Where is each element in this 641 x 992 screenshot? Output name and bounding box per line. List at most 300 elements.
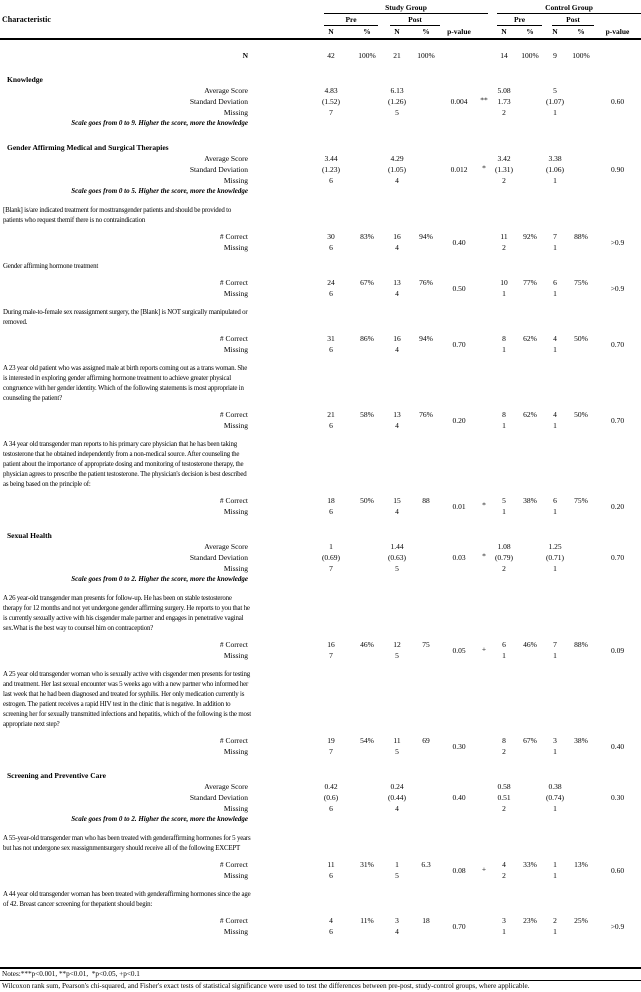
- value-cell: [568, 870, 594, 881]
- value-cell: 7: [553, 640, 557, 649]
- table-header: [0, 2, 641, 40]
- col-header-pvalue: p-value: [447, 27, 471, 36]
- pvalue-cell: [594, 107, 641, 118]
- sig-marker: **: [480, 95, 488, 105]
- value-cell: [568, 85, 594, 96]
- value-cell: 4: [395, 345, 399, 354]
- sig-marker: [478, 562, 490, 573]
- pvalue-cell: 0.70: [610, 339, 625, 349]
- value-cell: 88%: [574, 232, 588, 241]
- value-cell: 9: [553, 51, 557, 60]
- value-cell: [352, 506, 382, 517]
- value-cell: 6: [329, 871, 333, 880]
- value-cell: 3: [502, 916, 506, 925]
- value-cell: 11: [393, 736, 401, 745]
- pvalue-cell: 0.30: [452, 741, 466, 751]
- value-cell: (0.69): [321, 553, 341, 562]
- value-cell: [412, 164, 440, 175]
- prepost-header-row: [0, 14, 641, 26]
- pvalue-cell: [594, 781, 641, 792]
- value-cell: 4: [553, 410, 557, 419]
- value-cell: [568, 420, 594, 431]
- stats-row: [0, 552, 641, 563]
- value-cell: 6: [502, 640, 506, 649]
- value-cell: [352, 344, 382, 355]
- value-cell: 8: [502, 334, 506, 343]
- value-cell: 75%: [574, 496, 588, 505]
- value-cell: [352, 420, 382, 431]
- value-cell: 46%: [360, 640, 374, 649]
- value-cell: 1: [553, 651, 557, 660]
- value-cell: [518, 781, 542, 792]
- value-cell: [412, 563, 440, 574]
- scale-row: [0, 574, 641, 585]
- question-text: A 44 year old transgender woman has been treated with genderaffirming hormones since the age of 42. Breast cancer screening for thepatient should begin:: [3, 891, 251, 908]
- value-cell: (0.71): [545, 553, 565, 562]
- col-header-n: N: [394, 27, 400, 36]
- scale-note: Scale goes from 0 to 2. Higher the score, more the knowledge: [71, 815, 248, 823]
- value-cell: 18: [327, 496, 335, 505]
- question-stats: [0, 231, 641, 253]
- value-cell: (1.31): [494, 165, 514, 174]
- pvalue-cell: 0.03: [452, 553, 466, 562]
- value-cell: [568, 344, 594, 355]
- sig-marker: *: [482, 163, 486, 173]
- pvalue-cell: 0.40: [452, 793, 466, 802]
- value-cell: [352, 746, 382, 757]
- question-text: Gender affirming hormone treatment: [3, 263, 99, 270]
- value-cell: 4.83: [324, 86, 338, 95]
- row-label: # Correct: [219, 736, 248, 745]
- value-cell: [568, 563, 594, 574]
- value-cell: [568, 803, 594, 814]
- question-stats: [0, 735, 641, 757]
- value-cell: 4: [395, 243, 399, 252]
- value-cell: 21: [393, 51, 401, 60]
- value-cell: [568, 541, 594, 552]
- row-label: # Correct: [219, 278, 248, 287]
- scale-row: [0, 118, 641, 129]
- value-cell: (1.26): [387, 97, 407, 106]
- column-header-row: [0, 26, 641, 37]
- value-cell: 67%: [523, 736, 537, 745]
- value-cell: [352, 288, 382, 299]
- value-cell: 4: [395, 289, 399, 298]
- value-cell: 6.3: [421, 860, 431, 869]
- control-pre-header: Pre: [497, 14, 542, 26]
- pvalue-cell: 0.30: [610, 793, 625, 802]
- pvalue-cell: 0.01: [452, 501, 466, 511]
- value-cell: 8: [502, 736, 506, 745]
- row-label: # Correct: [219, 410, 248, 419]
- value-cell: 1: [553, 421, 557, 430]
- value-cell: 83%: [360, 232, 374, 241]
- question-row: [0, 206, 641, 226]
- value-cell: (0.63): [387, 553, 407, 562]
- value-cell: 5: [395, 564, 399, 573]
- value-cell: [412, 792, 440, 803]
- question-stats: [0, 277, 641, 299]
- value-cell: 14: [500, 51, 508, 60]
- value-cell: 6: [329, 176, 333, 185]
- value-cell: 50%: [574, 410, 588, 419]
- value-cell: (1.23): [321, 165, 341, 174]
- question-stats: [0, 495, 641, 517]
- stats-row: [0, 107, 641, 118]
- value-cell: (1.07): [545, 97, 565, 106]
- value-cell: [568, 552, 594, 563]
- value-cell: [352, 552, 382, 563]
- value-cell: 1: [553, 176, 557, 185]
- value-cell: 23%: [523, 916, 537, 925]
- value-cell: [568, 164, 594, 175]
- pvalue-cell: [594, 175, 641, 186]
- pvalue-cell: 0.90: [610, 165, 625, 174]
- section-title: Gender Affirming Medical and Surgical Therapies: [7, 143, 169, 152]
- value-cell: 54%: [360, 736, 374, 745]
- value-cell: [568, 96, 594, 107]
- value-cell: [412, 541, 440, 552]
- pvalue-cell: 0.004: [450, 97, 468, 106]
- value-cell: 11: [327, 860, 335, 869]
- value-cell: [518, 85, 542, 96]
- row-label: Average Score: [204, 154, 248, 163]
- value-cell: 13: [393, 278, 401, 287]
- pvalue-cell: 0.60: [610, 865, 625, 875]
- value-cell: 4: [395, 421, 399, 430]
- sig-marker: *: [482, 500, 486, 509]
- value-cell: [568, 506, 594, 517]
- value-cell: [518, 107, 542, 118]
- value-cell: 100%: [358, 51, 376, 60]
- value-cell: 4: [329, 916, 333, 925]
- question-row: [0, 262, 641, 272]
- section-title: Screening and Preventive Care: [7, 771, 106, 780]
- study-group-header: Study Group: [324, 2, 488, 14]
- value-cell: (1.06): [545, 165, 565, 174]
- value-cell: 5: [395, 108, 399, 117]
- stats-row: [0, 50, 641, 61]
- value-cell: [412, 107, 440, 118]
- value-cell: 6: [329, 927, 333, 936]
- value-cell: 1.08: [497, 542, 511, 551]
- value-cell: [412, 803, 440, 814]
- value-cell: 0.42: [324, 782, 338, 791]
- value-cell: 5: [395, 747, 399, 756]
- question-text: A 26 year-old transgender man presents for follow-up. He has been on stable testosterone therapy for 12 months and not yet undergone gender affirming surgery. He reports to you that he is currently sexually active with his cisgender male partner and engages in penetrative vaginal sex.What is the best way to counsel him on contraception?: [3, 595, 250, 632]
- value-cell: 6: [553, 496, 557, 505]
- value-cell: 7: [329, 108, 333, 117]
- pvalue-cell: [440, 803, 478, 814]
- scale-note: Scale goes from 0 to 2. Higher the score, more the knowledge: [71, 575, 248, 583]
- row-label: Missing: [223, 243, 248, 252]
- sig-marker: *: [482, 551, 486, 561]
- value-cell: 2: [502, 804, 506, 813]
- row-label: # Correct: [219, 232, 248, 241]
- scale-note: Scale goes from 0 to 9. Higher the score, more the knowledge: [71, 119, 248, 127]
- value-cell: 7: [553, 232, 557, 241]
- value-cell: 6.13: [390, 86, 404, 95]
- value-cell: 24: [327, 278, 335, 287]
- value-cell: 6: [329, 345, 333, 354]
- value-cell: 13%: [574, 860, 588, 869]
- value-cell: 4: [395, 927, 399, 936]
- pvalue-cell: 0.60: [610, 97, 625, 106]
- question-row: [0, 670, 641, 730]
- row-label: N: [242, 51, 248, 60]
- row-label: # Correct: [219, 496, 248, 505]
- value-cell: 7: [329, 564, 333, 573]
- question-text: A 25 year old transgender woman who is sexually active with cisgender men presents for testing and treatment. Her last sexual encounter was 5 weeks ago with a new partner who informed her last week that he had been diagnosed and treated for syphilis. Her only medication currently is estrogen. The patient receives a rapid HIV test in the clinic that is negative. In addition to screening her for sexually transmitted infections and hepatitis, which of the following is the most appropriate next step?: [3, 671, 251, 728]
- value-cell: 2: [502, 871, 506, 880]
- scale-row: [0, 186, 641, 197]
- value-cell: 10: [500, 278, 508, 287]
- value-cell: [412, 288, 440, 299]
- question-row: [0, 440, 641, 490]
- row-label: Standard Deviation: [189, 553, 248, 562]
- pvalue-cell: >0.9: [610, 237, 625, 247]
- value-cell: [412, 781, 440, 792]
- value-cell: 1: [553, 243, 557, 252]
- value-cell: (0.44): [387, 793, 407, 802]
- table-body: [0, 40, 641, 937]
- pvalue-cell: [594, 563, 641, 574]
- value-cell: (0.74): [545, 793, 565, 802]
- pvalue-cell: 0.50: [452, 283, 466, 293]
- question-text: A 23 year old patient who was assigned male at birth reports coming out as a trans woman. She is interested in exploring gender affirming hormone treatment to achieve greater physical congruence with her gender identity. Which of the following statements is most appropriate in counseling the patient?: [3, 365, 248, 402]
- value-cell: 11: [500, 232, 508, 241]
- row-label: # Correct: [219, 640, 248, 649]
- value-cell: [412, 344, 440, 355]
- pvalue-cell: [594, 803, 641, 814]
- value-cell: [518, 288, 542, 299]
- group-header-row: [0, 2, 641, 14]
- value-cell: [518, 746, 542, 757]
- value-cell: [412, 926, 440, 937]
- value-cell: [352, 541, 382, 552]
- value-cell: 5.08: [497, 86, 511, 95]
- value-cell: 6: [329, 421, 333, 430]
- value-cell: 2: [502, 747, 506, 756]
- value-cell: 1.73: [497, 97, 511, 106]
- characteristic-header: Characteristic: [2, 15, 51, 24]
- value-cell: [568, 746, 594, 757]
- value-cell: 7: [329, 747, 333, 756]
- value-cell: 94%: [419, 232, 433, 241]
- value-cell: 3.42: [497, 154, 511, 163]
- value-cell: [412, 96, 440, 107]
- value-cell: 75%: [574, 278, 588, 287]
- row-label: # Correct: [219, 334, 248, 343]
- question-text: During male-to-female sex reassignment surgery, the [Blank] is NOT surgically manipulated or removed.: [3, 309, 248, 326]
- value-cell: 69: [422, 736, 430, 745]
- row-label: Missing: [223, 871, 248, 880]
- value-cell: 1: [553, 871, 557, 880]
- row-label: Missing: [223, 747, 248, 756]
- pvalue-cell: 0.70: [610, 415, 625, 425]
- value-cell: [518, 541, 542, 552]
- methods-note: Wilcoxon rank sum, Pearson's chi-squared, and Fisher's exact tests of statistical significance were used to test the differences between pre-post, study-control groups, where applicable.: [2, 982, 530, 990]
- value-cell: [352, 175, 382, 186]
- value-cell: 4: [395, 176, 399, 185]
- value-cell: 6: [329, 289, 333, 298]
- question-text: A 34 year old transgender man reports to his primary care physician that he has been taking testosterone that he obtained independently from a non-medical source. After counseling the patient about the importance of appropriate dosing and monitoring of testosterone therapy, the physician agrees to prescribe the patient testosterone. The physician's decision is best described as being based on the principle of:: [3, 441, 247, 488]
- scale-row: [0, 814, 641, 825]
- value-cell: 4: [553, 334, 557, 343]
- value-cell: 2: [553, 916, 557, 925]
- value-cell: [352, 164, 382, 175]
- value-cell: [412, 153, 440, 164]
- value-cell: 1: [502, 927, 506, 936]
- value-cell: 2: [502, 564, 506, 573]
- pvalue-cell: 0.70: [452, 921, 466, 931]
- value-cell: [412, 175, 440, 186]
- sig-marker: +: [481, 864, 487, 873]
- value-cell: 46%: [523, 640, 537, 649]
- stats-row: [0, 96, 641, 107]
- value-cell: [518, 506, 542, 517]
- row-label: Missing: [223, 345, 248, 354]
- value-cell: [412, 420, 440, 431]
- value-cell: 50%: [574, 334, 588, 343]
- value-cell: [352, 870, 382, 881]
- col-header-pct: %: [363, 27, 371, 36]
- value-cell: 2: [502, 108, 506, 117]
- value-cell: [568, 153, 594, 164]
- value-cell: [352, 85, 382, 96]
- value-cell: 5: [395, 871, 399, 880]
- value-cell: 100%: [417, 51, 435, 60]
- value-cell: 1: [553, 289, 557, 298]
- row-label: Missing: [223, 176, 248, 185]
- pvalue-cell: 0.09: [610, 645, 625, 655]
- value-cell: 13: [393, 410, 401, 419]
- value-cell: [568, 107, 594, 118]
- control-group-header: Control Group: [497, 2, 641, 14]
- value-cell: 6: [329, 243, 333, 252]
- value-cell: (0.6): [323, 793, 339, 802]
- sig-marker: +: [481, 644, 487, 653]
- value-cell: [352, 792, 382, 803]
- value-cell: [352, 107, 382, 118]
- value-cell: [568, 792, 594, 803]
- value-cell: 75: [422, 640, 430, 649]
- question-stats: [0, 333, 641, 355]
- col-header-pct: %: [526, 27, 534, 36]
- value-cell: [518, 926, 542, 937]
- value-cell: 4: [395, 804, 399, 813]
- value-cell: 0.24: [390, 782, 404, 791]
- sig-marker: [478, 540, 490, 551]
- value-cell: [518, 175, 542, 186]
- value-cell: [352, 242, 382, 253]
- pvalue-cell: [594, 85, 641, 96]
- value-cell: [412, 650, 440, 661]
- pvalue-cell: [594, 541, 641, 552]
- question-row: [0, 594, 641, 634]
- value-cell: 1: [553, 564, 557, 573]
- sig-marker: [478, 174, 490, 185]
- stats-row: [0, 563, 641, 574]
- stats-row: [0, 175, 641, 186]
- table-footer: [0, 967, 641, 992]
- value-cell: 6: [329, 507, 333, 516]
- row-label: Standard Deviation: [189, 97, 248, 106]
- value-cell: 2: [502, 243, 506, 252]
- question-stats: [0, 409, 641, 431]
- pvalue-cell: >0.9: [610, 283, 625, 293]
- question-text: [Blank] is/are indicated treatment for mosttransgender patients and should be provided to patients who request themif there is no contraindication: [3, 207, 232, 224]
- value-cell: 4: [502, 860, 506, 869]
- value-cell: 1: [329, 542, 333, 551]
- value-cell: 1: [395, 860, 399, 869]
- value-cell: 1: [502, 289, 506, 298]
- value-cell: 5: [395, 651, 399, 660]
- row-label: Missing: [223, 804, 248, 813]
- value-cell: 15: [393, 496, 401, 505]
- pvalue-cell: [440, 541, 478, 552]
- stats-row: [0, 153, 641, 164]
- question-stats: [0, 859, 641, 881]
- value-cell: 3: [395, 916, 399, 925]
- pvalue-cell: [440, 107, 478, 118]
- row-label: # Correct: [219, 916, 248, 925]
- value-cell: 1.44: [390, 542, 404, 551]
- pvalue-cell: [440, 50, 478, 61]
- col-header-pct: %: [422, 27, 430, 36]
- row-label: Missing: [223, 507, 248, 516]
- value-cell: 88%: [574, 640, 588, 649]
- row-label: Average Score: [204, 542, 248, 551]
- question-row: [0, 364, 641, 404]
- row-label: Missing: [223, 108, 248, 117]
- value-cell: 33%: [523, 860, 537, 869]
- pvalue-cell: [440, 781, 478, 792]
- value-cell: [518, 792, 542, 803]
- value-cell: 31%: [360, 860, 374, 869]
- value-cell: [352, 926, 382, 937]
- section-row: [0, 142, 641, 153]
- value-cell: 0.51: [497, 793, 511, 802]
- pvalue-cell: [594, 153, 641, 164]
- study-post-header: Post: [390, 14, 440, 26]
- value-cell: 38%: [574, 736, 588, 745]
- value-cell: 21: [327, 410, 335, 419]
- pvalue-cell: 0.70: [610, 553, 625, 562]
- value-cell: [568, 650, 594, 661]
- question-text: A 55-year-old transgender man who has been treated with genderaffirming hormones for 5 years but has not undergone sex reassignmentsurgery should receive all of the following EXCEPT: [3, 835, 251, 852]
- sig-marker: [478, 780, 490, 791]
- sig-marker: [478, 106, 490, 117]
- value-cell: 19: [327, 736, 335, 745]
- value-cell: [352, 563, 382, 574]
- pvalue-cell: [440, 153, 478, 164]
- pvalue-cell: 0.08: [452, 865, 466, 875]
- value-cell: 16: [327, 640, 335, 649]
- value-cell: 12: [393, 640, 401, 649]
- value-cell: 86%: [360, 334, 374, 343]
- value-cell: 1: [553, 345, 557, 354]
- value-cell: 38%: [523, 496, 537, 505]
- value-cell: [568, 288, 594, 299]
- question-row: [0, 890, 641, 910]
- question-row: [0, 834, 641, 854]
- value-cell: [568, 926, 594, 937]
- value-cell: [352, 650, 382, 661]
- pvalue-cell: 0.40: [610, 741, 625, 751]
- pvalue-cell: >0.9: [610, 921, 625, 931]
- value-cell: 2: [502, 176, 506, 185]
